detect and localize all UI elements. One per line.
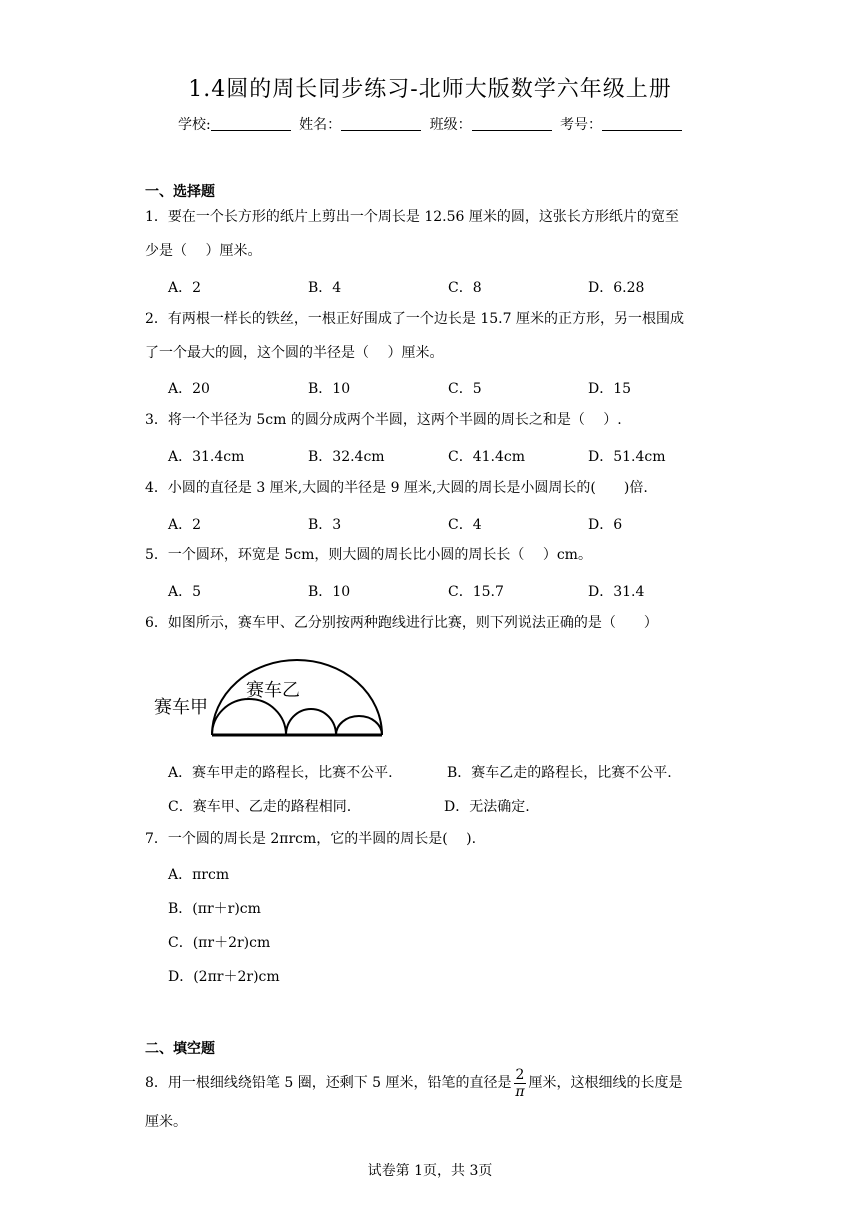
fraction-numerator: 2 bbox=[515, 1066, 525, 1083]
question-8-line-2: 厘米。 bbox=[145, 1114, 187, 1130]
option-d: D．15 bbox=[588, 381, 632, 397]
option-b: B．32.4cm bbox=[308, 449, 385, 465]
page-title: 1.4圆的周长同步练习-北师大版数学六年级上册 bbox=[188, 77, 672, 102]
question-6-option-a: A．赛车甲走的路程长，比赛不公平. bbox=[168, 765, 393, 781]
question-4 bbox=[145, 471, 720, 505]
question-7-line-1: 7．一个圆的周长是 2πrcm，它的半圆的周长是( ). bbox=[145, 831, 477, 847]
option-b: B．10 bbox=[308, 381, 351, 397]
option-a: A．2 bbox=[168, 517, 202, 533]
question-5 bbox=[145, 538, 720, 572]
question-1-options bbox=[168, 277, 728, 297]
option-c: C．5 bbox=[448, 381, 482, 397]
question-6-line-1: 6．如图所示，赛车甲、乙分别按两种跑线进行比赛，则下列说法正确的是（ ） bbox=[145, 615, 658, 631]
question-4-line-1: 4．小圆的直径是 3 厘米,大圆的半径是 9 厘米,大圆的周长是小圆周长的( )倍. bbox=[145, 480, 648, 496]
question-2-line-2: 了一个最大的圆，这个圆的半径是（ ）厘米。 bbox=[145, 345, 444, 361]
school-blank bbox=[211, 116, 291, 131]
exam-no-label: 考号： bbox=[560, 117, 603, 133]
small-semicircle-1 bbox=[212, 699, 286, 735]
question-6-option-c: C．赛车甲、乙走的路程相同. bbox=[168, 799, 352, 815]
exam-no-blank bbox=[602, 116, 682, 131]
question-7-option-b: B．(πr＋r)cm bbox=[168, 901, 261, 917]
page-footer: 试卷第 1页，共 3页 bbox=[367, 1163, 493, 1179]
label-car-yi: 赛车乙 bbox=[246, 680, 300, 701]
question-5-options bbox=[168, 581, 728, 601]
option-b: B．4 bbox=[308, 280, 342, 296]
question-3-options bbox=[168, 446, 728, 466]
small-semicircle-3 bbox=[336, 716, 382, 735]
question-8-text-part-2: 厘米，这根细线的长度是 bbox=[528, 1075, 683, 1091]
student-info-line bbox=[0, 114, 860, 134]
question-8-line-1 bbox=[145, 1060, 725, 1106]
question-6-option-b: B．赛车乙走的路程长，比赛不公平. bbox=[447, 765, 672, 781]
fraction-denominator: π bbox=[515, 1083, 525, 1100]
race-track-figure bbox=[150, 650, 390, 745]
option-c: C．41.4cm bbox=[448, 449, 525, 465]
option-c: C．8 bbox=[448, 280, 482, 296]
option-d: D．51.4cm bbox=[588, 449, 666, 465]
question-6 bbox=[145, 606, 720, 640]
option-a: A．20 bbox=[168, 381, 210, 397]
question-7-option-a: A．πrcm bbox=[168, 867, 230, 883]
option-a: A．31.4cm bbox=[168, 449, 245, 465]
section-heading-choice: 一、选择题 bbox=[145, 184, 215, 200]
option-b: B．3 bbox=[308, 517, 342, 533]
question-5-line-1: 5．一个圆环，环宽是 5cm，则大圆的周长比小圆的周长长（ ）cm。 bbox=[145, 547, 592, 563]
option-b: B．10 bbox=[308, 584, 351, 600]
question-8 bbox=[145, 1060, 725, 1132]
question-3-line-1: 3．将一个半径为 5cm 的圆分成两个半圆，这两个半圆的周长之和是（ ）. bbox=[145, 412, 622, 428]
option-a: A．5 bbox=[168, 584, 202, 600]
question-2-options bbox=[168, 378, 728, 398]
option-a: A．2 bbox=[168, 280, 202, 296]
question-1 bbox=[145, 200, 720, 268]
class-label: 班级： bbox=[429, 117, 472, 133]
question-3 bbox=[145, 403, 720, 437]
name-label: 姓名： bbox=[299, 117, 342, 133]
question-4-options bbox=[168, 514, 728, 534]
question-6-option-d: D．无法确定. bbox=[444, 799, 530, 815]
fraction-2-over-pi bbox=[514, 1067, 527, 1100]
question-1-line-1: 1．要在一个长方形的纸片上剪出一个周长是 12.56 厘米的圆，这张长方形纸片的宽至 bbox=[145, 209, 679, 225]
question-1-line-2: 少是（ ）厘米。 bbox=[145, 243, 262, 259]
option-c: C．4 bbox=[448, 517, 482, 533]
question-7-option-c: C．(πr＋2r)cm bbox=[168, 935, 271, 951]
question-7-option-d: D．(2πr＋2r)cm bbox=[168, 969, 280, 985]
option-c: C．15.7 bbox=[448, 584, 504, 600]
question-7 bbox=[145, 822, 720, 856]
option-d: D．6.28 bbox=[588, 280, 645, 296]
question-8-text-part-1: 8．用一根细线绕铅笔 5 圈，还剩下 5 厘米，铅笔的直径是 bbox=[145, 1075, 512, 1091]
school-label: 学校: bbox=[177, 117, 211, 133]
option-d: D．6 bbox=[588, 517, 623, 533]
question-2-line-1: 2．有两根一样长的铁丝，一根正好围成了一个边长是 15.7 厘米的正方形，另一根围成 bbox=[145, 311, 684, 327]
small-semicircle-2 bbox=[286, 709, 336, 735]
class-blank bbox=[472, 116, 552, 131]
option-d: D．31.4 bbox=[588, 584, 645, 600]
label-car-jia: 赛车甲 bbox=[154, 697, 208, 718]
question-2 bbox=[145, 302, 720, 370]
name-blank bbox=[341, 116, 421, 131]
section-heading-fill-blank: 二、填空题 bbox=[145, 1041, 215, 1057]
